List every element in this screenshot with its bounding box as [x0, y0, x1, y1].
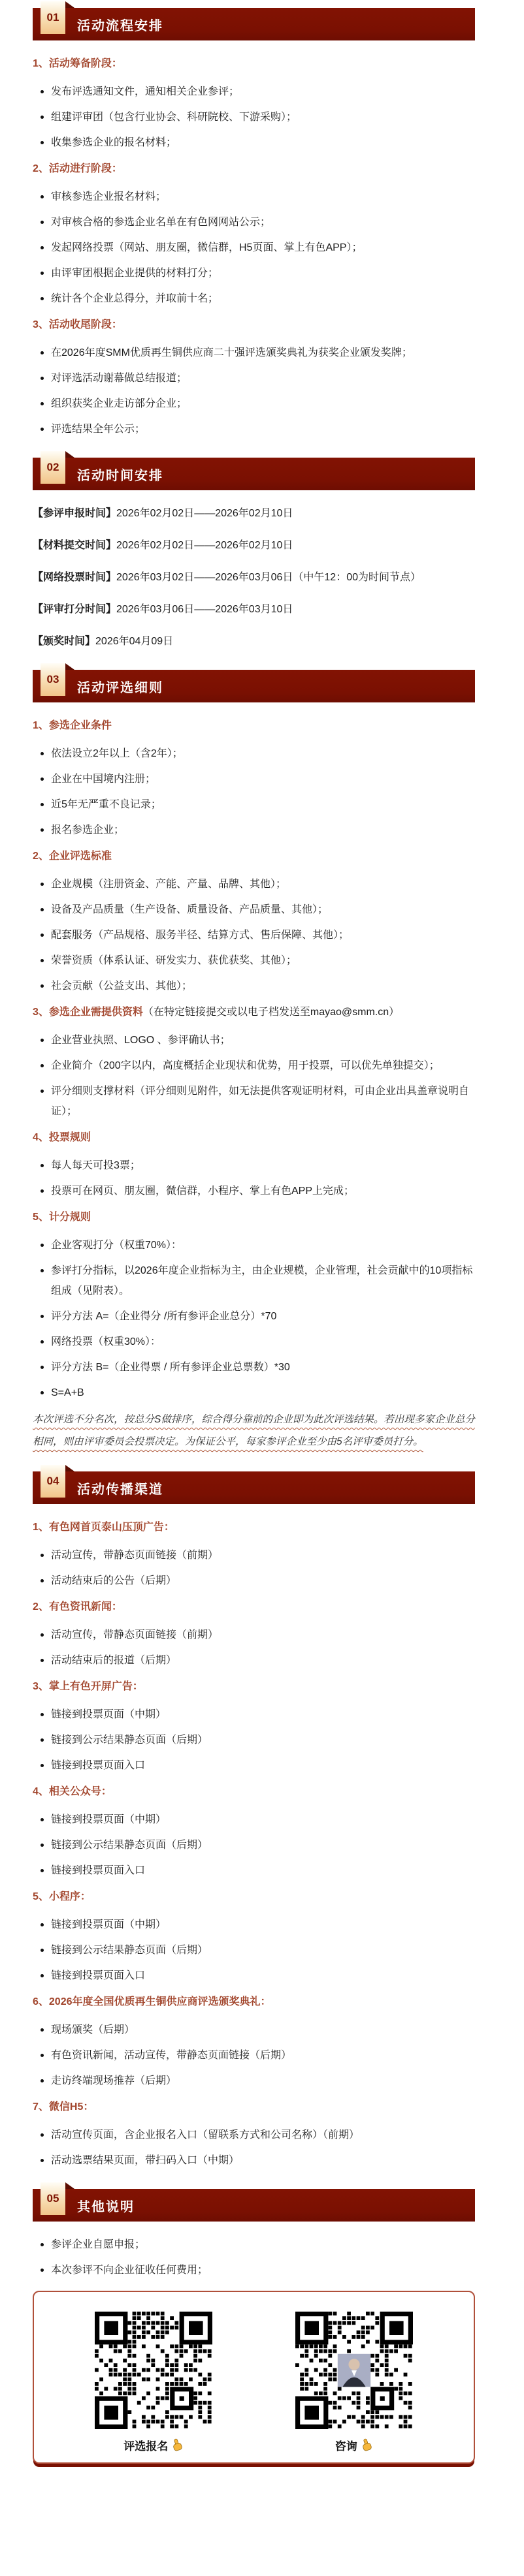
- subsection-heading-text: 1、有色网首页泰山压顶广告：: [33, 1522, 174, 1533]
- bullet-item: [33, 1966, 475, 1986]
- subsection-heading: [33, 715, 475, 736]
- bullet-dot-icon: [41, 778, 44, 781]
- bullet-item-text: 评分细则支撑材料（评分细则见附件，如无法提供客观证明材料，可由企业出具盖章说明自证）；: [51, 1086, 470, 1117]
- bullet-dot-icon: [41, 1391, 44, 1394]
- time-row-value: 2026年04月09日: [95, 636, 174, 647]
- subsection-heading: [33, 846, 475, 866]
- subsection-heading: [33, 1002, 475, 1022]
- bullet-item-text: 企业客观打分（权重70%）：: [51, 1240, 182, 1251]
- bullet-item: [33, 976, 475, 996]
- bullet-dot-icon: [41, 934, 44, 937]
- section-number-badge: 03: [41, 663, 65, 696]
- bullet-dot-icon: [41, 1713, 44, 1716]
- bullet-item: [33, 1940, 475, 1960]
- bullet-dot-icon: [41, 1554, 44, 1557]
- qr-code-consult[interactable]: [295, 2312, 413, 2429]
- bullet-item: [33, 1181, 475, 1201]
- bullet-item: [33, 1155, 475, 1176]
- subsection-heading: [33, 1676, 475, 1697]
- bullet-dot-icon: [41, 1579, 44, 1582]
- subsection-heading-text: 2、有色资讯新闻：: [33, 1601, 122, 1612]
- time-row-value: 2026年02月02日——2026年02月10日: [116, 508, 293, 519]
- bullet-item: [33, 1915, 475, 1935]
- bullet-item: [33, 82, 475, 102]
- subsection-heading: [33, 1597, 475, 1617]
- time-row-label: 【材料提交时间】: [33, 540, 117, 551]
- bullet-item-text: 链接到投票页面入口: [51, 1760, 146, 1771]
- bullet-item-text: 对评选活动谢幕做总结报道；: [51, 373, 188, 384]
- bullet-dot-icon: [41, 1039, 44, 1042]
- bullet-item: [33, 394, 475, 414]
- article-body: [33, 8, 475, 2464]
- time-row: [33, 567, 475, 588]
- bullet-dot-icon: [41, 2159, 44, 2162]
- bullet-dot-icon: [41, 195, 44, 198]
- badge-fold-corner-icon: [65, 1, 74, 8]
- time-row: [33, 599, 475, 620]
- bullet-item-text: 配套服务（产品规格、服务半径、结算方式、售后保障、其他）；: [51, 930, 350, 941]
- bullet-item: [33, 1235, 475, 1255]
- bullet-item-text: 活动结束后的公告（后期）: [51, 1575, 177, 1586]
- subsection-heading: [33, 1887, 475, 1907]
- pointer-hand-icon: [171, 2438, 184, 2453]
- bullet-item: [33, 343, 475, 363]
- section-banner-05: [33, 2189, 475, 2222]
- qr-item-consult: [295, 2312, 413, 2453]
- subsection-heading: [33, 1207, 475, 1227]
- time-row: [33, 503, 475, 524]
- bullet-item-text: 企业简介（200字以内，高度概括企业现状和优势，用于投票，可以优先单独提交）；: [51, 1060, 440, 1071]
- bullet-item-text: 投票可在网页、朋友圈，微信群，小程序、掌上有色APP上完成；: [51, 1186, 355, 1197]
- time-row-label: 【参评申报时间】: [33, 508, 117, 519]
- bullet-dot-icon: [41, 377, 44, 380]
- bullet-item-text: 近5年无严重不良记录；: [51, 799, 161, 810]
- bullet-item-text: 现场颁奖（后期）: [51, 2024, 135, 2035]
- bullet-dot-icon: [41, 1764, 44, 1767]
- bullet-dot-icon: [41, 221, 44, 224]
- bullet-item-text: 企业营业执照、LOGO 、参评确认书；: [51, 1035, 231, 1046]
- subsection-heading-text: 3、掌上有色开屏广告：: [33, 1681, 143, 1692]
- bullet-item-text: 链接到投票页面（中期）: [51, 1919, 167, 1930]
- subsection-heading-text: 3、参选企业需提供资料: [33, 1007, 143, 1018]
- bullet-item-text: 社会贡献（公益支出、其他）；: [51, 981, 193, 992]
- section-title: 活动时间安排: [77, 468, 163, 483]
- bullet-item-text: 评分方法 A=（企业得分 /所有参评企业总分）*70: [51, 1311, 277, 1322]
- bullet-item: [33, 212, 475, 232]
- qr-person-photo: [338, 2354, 370, 2387]
- bullet-dot-icon: [41, 2054, 44, 2057]
- bullet-item: [33, 289, 475, 309]
- subsection-heading-text: 2、活动进行阶段：: [33, 163, 122, 174]
- badge-fold-corner-icon: [65, 2182, 74, 2189]
- bullet-item-text: 参评打分指标，以2026年度企业指标为主，由企业规模，企业管理，社会贡献中的10项指标组成（见附表）。: [51, 1265, 473, 1296]
- subsection-heading-text: 4、投票规则: [33, 1132, 91, 1143]
- bullet-item-text: 链接到投票页面入口: [51, 1865, 146, 1876]
- bullet-dot-icon: [41, 90, 44, 93]
- section-number-badge: 02: [41, 451, 65, 484]
- bullet-item: [33, 1755, 475, 1776]
- bullet-item-text: 有色资讯新闻，活动宣传，带静态页面链接（后期）: [51, 2050, 292, 2061]
- bullet-item: [33, 238, 475, 258]
- bullet-item-text: S=A+B: [51, 1387, 84, 1398]
- bullet-item-text: 企业在中国境内注册；: [51, 774, 156, 785]
- badge-fold-corner-icon: [65, 663, 74, 670]
- bullet-dot-icon: [41, 1164, 44, 1167]
- bullet-item: [33, 1357, 475, 1377]
- qr-caption-consult: [335, 2437, 373, 2453]
- section-number-badge: 04: [41, 1465, 65, 1498]
- bullet-item-text: 活动结束后的报道（后期）: [51, 1655, 177, 1666]
- bullet-item-text: 评选结果全年公示；: [51, 424, 146, 435]
- subsection-heading-text: 3、活动收尾阶段：: [33, 319, 122, 330]
- bullet-item-text: 组织获奖企业走访部分企业；: [51, 398, 188, 409]
- bullet-item-text: 每人每天可投3票；: [51, 1160, 140, 1171]
- bullet-item: [33, 1861, 475, 1881]
- bullet-item: [33, 900, 475, 920]
- bullet-item: [33, 2235, 475, 2255]
- bullet-item: [33, 1081, 475, 1122]
- subsection-heading-text: 7、微信H5：: [33, 2101, 94, 2113]
- time-row-label: 【网络投票时间】: [33, 572, 117, 583]
- badge-fold-corner-icon: [65, 1465, 74, 1471]
- qr-panel: [33, 2291, 475, 2464]
- section-banner-02: [33, 458, 475, 490]
- bullet-item-text: 活动宣传，带静态页面链接（前期）: [51, 1629, 219, 1641]
- bullet-item-text: 发布评选通知文件，通知相关企业参评；: [51, 86, 240, 97]
- bullet-dot-icon: [41, 1844, 44, 1847]
- subsection-heading: [33, 1517, 475, 1537]
- bullet-dot-icon: [41, 883, 44, 886]
- subsection-heading: [33, 1127, 475, 1148]
- bullet-item-text: 依法设立2年以上（含2年）；: [51, 748, 183, 759]
- section-title: 活动流程安排: [77, 18, 163, 33]
- bullet-dot-icon: [41, 828, 44, 832]
- qr-code-register[interactable]: [95, 2312, 212, 2429]
- bullet-dot-icon: [41, 1366, 44, 1369]
- bullet-dot-icon: [41, 1315, 44, 1318]
- bullet-item: [33, 1056, 475, 1076]
- bullet-dot-icon: [41, 2028, 44, 2032]
- subsection-heading: [33, 2097, 475, 2117]
- bullet-item: [33, 1030, 475, 1050]
- bullet-item: [33, 1383, 475, 1403]
- time-row-value: 2026年03月06日——2026年03月10日: [116, 604, 293, 615]
- pointer-hand-icon: [360, 2438, 373, 2453]
- subsection-heading: [33, 1992, 475, 2012]
- subsection-heading-text: 4、相关公众号：: [33, 1786, 112, 1797]
- bullet-item: [33, 1261, 475, 1301]
- bullet-item: [33, 2020, 475, 2040]
- bullet-item-text: 走访终端现场推荐（后期）: [51, 2075, 177, 2086]
- bullet-item-text: 统计各个企业总得分，并取前十名；: [51, 293, 219, 304]
- bullet-item: [33, 1704, 475, 1725]
- bullet-dot-icon: [41, 1633, 44, 1637]
- section-banner-01: [33, 8, 475, 40]
- bullet-item-text: 网络投票（权重30%）：: [51, 1336, 161, 1347]
- bullet-dot-icon: [41, 428, 44, 431]
- bullet-item-text: 组建评审团（包含行业协会、科研院校、下游采购）；: [51, 112, 297, 123]
- bullet-dot-icon: [41, 1949, 44, 1952]
- bullet-item-text: 审核参选企业报名材料；: [51, 191, 167, 202]
- subsection-heading: [33, 315, 475, 335]
- bullet-item: [33, 950, 475, 971]
- bullet-dot-icon: [41, 1923, 44, 1926]
- bullet-item: [33, 744, 475, 764]
- bullet-dot-icon: [41, 351, 44, 354]
- bullet-item-text: 链接到投票页面入口: [51, 1970, 146, 1981]
- bullet-item-text: 收集参选企业的报名材料；: [51, 137, 177, 148]
- bullet-item-text: 链接到投票页面（中期）: [51, 1709, 167, 1720]
- bullet-item: [33, 2125, 475, 2145]
- section-number-badge: 01: [41, 1, 65, 34]
- bullet-item-text: 链接到公示结果静态页面（后期）: [51, 1945, 208, 1956]
- bullet-item-text: 报名参选企业；: [51, 825, 125, 836]
- subsection-heading-text: 5、计分规则: [33, 1212, 91, 1223]
- section-number-badge: 05: [41, 2182, 65, 2215]
- bullet-dot-icon: [41, 908, 44, 911]
- bullet-dot-icon: [41, 1974, 44, 1977]
- subsection-heading-text: 5、小程序：: [33, 1891, 91, 1902]
- time-row: [33, 535, 475, 556]
- bullet-dot-icon: [41, 2243, 44, 2246]
- bullet-item: [33, 187, 475, 207]
- bullet-dot-icon: [41, 1189, 44, 1193]
- bullet-item-text: 活动宣传页面，含企业报名入口（留联系方式和公司名称）（前期）: [51, 2129, 360, 2141]
- bullet-item: [33, 1835, 475, 1855]
- bullet-dot-icon: [41, 1818, 44, 1821]
- bullet-dot-icon: [41, 141, 44, 144]
- bullet-item-text: 企业规模（注册资金、产能、产量、品牌、其他）；: [51, 879, 287, 890]
- bullet-item-text: 链接到公示结果静态页面（后期）: [51, 1735, 208, 1746]
- bullet-dot-icon: [41, 752, 44, 755]
- section-banner-03: [33, 670, 475, 702]
- bullet-item: [33, 925, 475, 945]
- bullet-dot-icon: [41, 803, 44, 806]
- bullet-dot-icon: [41, 272, 44, 275]
- bullet-dot-icon: [41, 2079, 44, 2082]
- bullet-dot-icon: [41, 246, 44, 249]
- time-row-value: 2026年02月02日——2026年02月10日: [116, 540, 293, 551]
- bullet-dot-icon: [41, 1869, 44, 1872]
- bullet-dot-icon: [41, 1064, 44, 1067]
- bullet-item-text: 链接到公示结果静态页面（后期）: [51, 1840, 208, 1851]
- bullet-item: [33, 1810, 475, 1830]
- bullet-item-text: 参评企业自愿申报；: [51, 2239, 146, 2250]
- bullet-item-text: 活动宣传，带静态页面链接（前期）: [51, 1550, 219, 1561]
- subsection-heading-text: 6、2026年度全国优质再生铜供应商评选颁奖典礼：: [33, 1996, 271, 2007]
- bullet-item: [33, 263, 475, 283]
- subsection-heading-text: 1、参选企业条件: [33, 720, 112, 731]
- bullet-dot-icon: [41, 402, 44, 405]
- bullet-item-text: 活动选票结果页面，带扫码入口（中期）: [51, 2155, 240, 2166]
- bullet-dot-icon: [41, 1244, 44, 1247]
- bullet-item-text: 设备及产品质量（生产设备、质量设备、产品质量、其他）；: [51, 904, 329, 915]
- bullet-item-text: 荣誉资质（体系认证、研发实力、获优获奖、其他）；: [51, 955, 297, 966]
- bullet-item: [33, 794, 475, 815]
- subsection-heading-note: （在特定链接提交或以电子档发送至mayao@smm.cn）: [142, 1007, 400, 1018]
- bullet-item: [33, 1545, 475, 1565]
- bullet-item: [33, 1332, 475, 1352]
- bullet-item: [33, 1571, 475, 1591]
- bullet-item: [33, 1306, 475, 1327]
- subsection-heading: [33, 54, 475, 74]
- section-banner-04: [33, 1471, 475, 1504]
- bullet-item: [33, 133, 475, 153]
- bullet-item-text: 对审核合格的参选企业名单在有色网网站公示；: [51, 217, 271, 228]
- qr-item-register: [95, 2312, 212, 2453]
- bullet-dot-icon: [41, 2269, 44, 2272]
- article-page: [0, 8, 524, 2464]
- bullet-dot-icon: [41, 1090, 44, 1093]
- qr-label: 评选报名: [123, 2440, 169, 2453]
- time-row-label: 【颁奖时间】: [33, 636, 96, 647]
- bullet-item: [33, 2071, 475, 2091]
- bullet-item: [33, 820, 475, 840]
- subsection-heading: [33, 159, 475, 179]
- bullet-item: [33, 1730, 475, 1750]
- bullet-item: [33, 1650, 475, 1671]
- bullet-item-text: 评分方法 B=（企业得票 / 所有参评企业总票数）*30: [51, 1362, 290, 1373]
- bullet-item-text: 链接到投票页面（中期）: [51, 1814, 167, 1825]
- badge-fold-corner-icon: [65, 451, 74, 458]
- subsection-heading: [33, 1782, 475, 1802]
- bullet-dot-icon: [41, 116, 44, 119]
- bullet-item-text: 发起网络投票（网站、朋友圈，微信群，H5页面、掌上有色APP）；: [51, 242, 363, 253]
- subsection-heading-text: 2、企业评选标准: [33, 851, 112, 862]
- section-title: 活动评选细则: [77, 680, 163, 695]
- time-row-value: 2026年03月02日——2026年03月06日（中午12：00为时间节点）: [116, 572, 421, 583]
- bullet-item: [33, 1625, 475, 1645]
- bullet-item: [33, 419, 475, 439]
- qr-label: 咨询: [335, 2440, 357, 2453]
- bullet-item: [33, 107, 475, 127]
- bullet-dot-icon: [41, 984, 44, 988]
- qr-caption-register: [123, 2437, 184, 2453]
- bullet-dot-icon: [41, 1269, 44, 1272]
- bullet-dot-icon: [41, 1659, 44, 1662]
- subsection-heading-text: 1、活动筹备阶段：: [33, 58, 122, 69]
- bullet-item-text: 由评审团根据企业提供的材料打分；: [51, 268, 219, 279]
- bullet-item-text: 在2026年度SMM优质再生铜供应商二十强评选颁奖典礼为获奖企业颁发奖牌；: [51, 347, 412, 358]
- bullet-item: [33, 769, 475, 789]
- bullet-dot-icon: [41, 1738, 44, 1742]
- bullet-item: [33, 2150, 475, 2171]
- bullet-item: [33, 2045, 475, 2066]
- bullet-dot-icon: [41, 1340, 44, 1343]
- ranking-note-paragraph: 本次评选不分名次，按总分S做排序，综合得分靠前的企业即为此次评选结果。若出现多家企业总分相同，则由评审委员会投票决定。为保证公平，每家参评企业至少由5名评审委员打分。: [33, 1414, 475, 1447]
- section-title: 其他说明: [77, 2199, 135, 2214]
- bullet-item: [33, 874, 475, 894]
- bullet-item: [33, 2260, 475, 2280]
- bullet-dot-icon: [41, 2133, 44, 2137]
- time-row: [33, 631, 475, 652]
- time-row-label: 【评审打分时间】: [33, 604, 117, 615]
- section-title: 活动传播渠道: [77, 1482, 163, 1497]
- bullet-item-text: 本次参评不向企业征收任何费用；: [51, 2265, 208, 2276]
- bullet-item: [33, 368, 475, 388]
- bullet-dot-icon: [41, 959, 44, 962]
- bullet-dot-icon: [41, 297, 44, 300]
